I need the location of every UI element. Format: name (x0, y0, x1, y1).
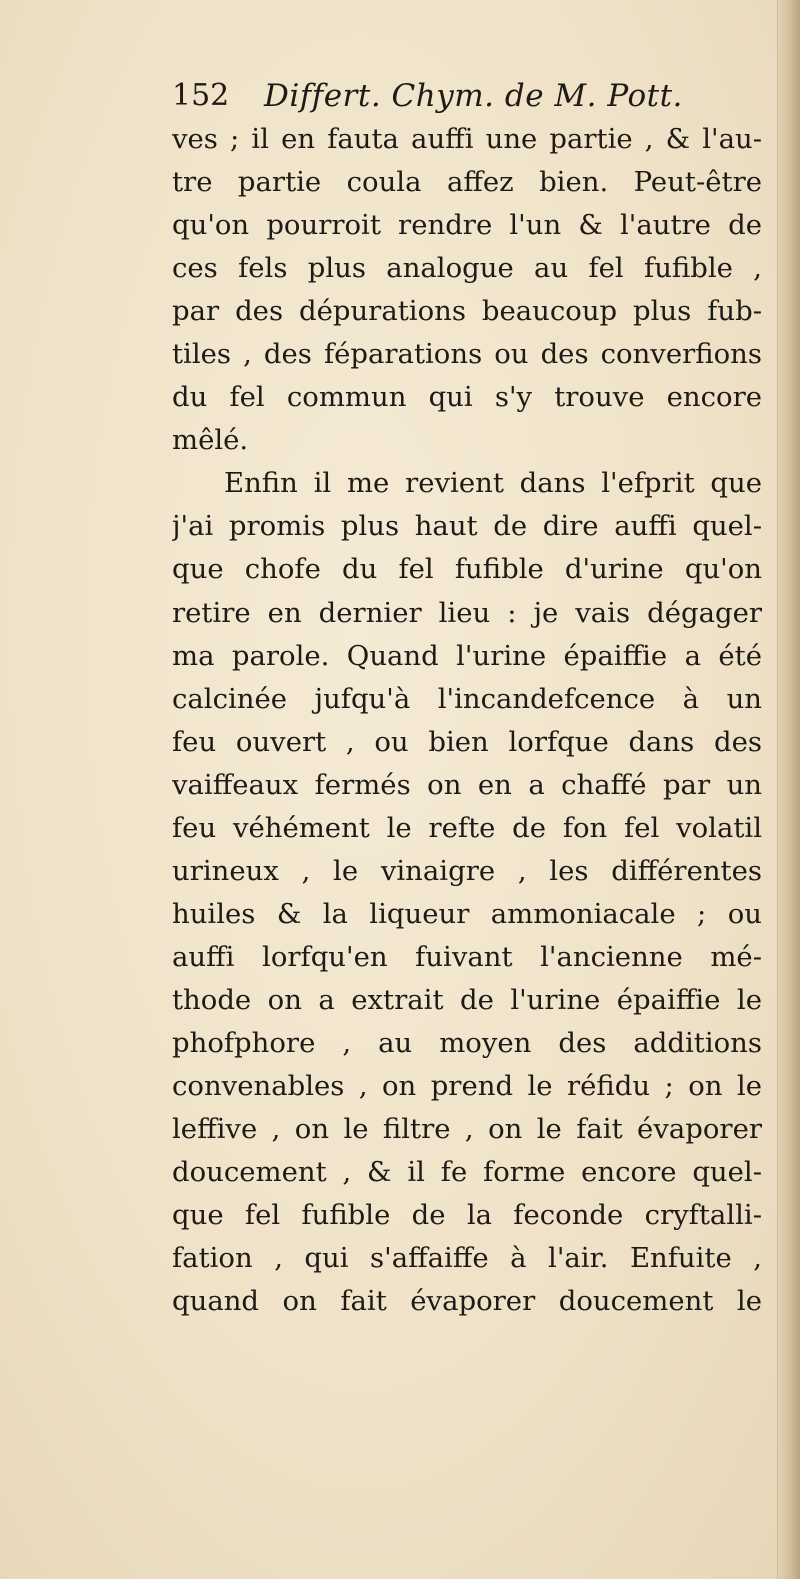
text-line: tre partie coula affez bien. Peut-être (172, 166, 762, 199)
text-line: tiles , des féparations ou des converfions (172, 338, 762, 371)
text-line: auffi lorfqu'en fuivant l'ancienne mé- (172, 940, 762, 973)
text-line: vaiffeaux fermés on en a chaffé par un (172, 768, 762, 801)
text-line: fation , qui s'affaiffe à l'air. Enfuite , (172, 1242, 762, 1275)
text-line: mêlé. (172, 424, 249, 457)
text-line: j'ai promis plus haut de dire auffi quel- (172, 510, 762, 543)
text-line: que chofe du fel fufible d'urine qu'on (172, 553, 762, 586)
paragraph-1 (172, 118, 762, 462)
text-line: phofphore , au moyen des additions (172, 1026, 762, 1059)
text-line: ces fels plus analogue au fel fufible , (172, 252, 762, 285)
text-line: calcinée jufqu'à l'incandefcence à un (172, 682, 762, 715)
text-line: doucement , & il fe forme encore quel- (172, 1156, 762, 1189)
page-number: 152 (172, 78, 230, 113)
text-line: thode on a extrait de l'urine épaiffie le (172, 983, 762, 1016)
paragraph-2 (172, 462, 762, 1323)
text-line: ves ; il en fauta auffi une partie , & l'au- (172, 123, 762, 155)
text-line: qu'on pourroit rendre l'un & l'autre de (172, 209, 762, 242)
text-line: que fel fufible de la feconde cryftalli- (172, 1199, 762, 1232)
text-line: par des dépurations beaucoup plus fub- (172, 295, 762, 328)
text-line: feu ouvert , ou bien lorfque dans des (172, 725, 762, 758)
text-line: huiles & la liqueur ammoniacale ; ou (172, 897, 762, 930)
text-line: urineux , le vinaigre , les différentes (172, 854, 762, 887)
running-head: Differt. Chym. de M. Pott. (264, 78, 683, 114)
page-binding-edge (777, 0, 800, 1579)
text-line: Enfin il me revient dans l'efprit que (224, 467, 762, 500)
text-line: convenables , on prend le réfidu ; on le (172, 1070, 762, 1103)
text-line: quand on fait évaporer doucement le (172, 1285, 762, 1318)
text-line: feu véhément le refte de fon fel volatil (172, 811, 762, 844)
text-block (172, 74, 762, 1323)
text-line: du fel commun qui s'y trouve encore (172, 381, 762, 414)
page-header (172, 74, 762, 118)
text-line: leffive , on le filtre , on le fait évaporer (172, 1113, 762, 1146)
text-line: retire en dernier lieu : je vais dégager (172, 596, 762, 629)
text-line: ma parole. Quand l'urine épaiffie a été (172, 639, 762, 672)
